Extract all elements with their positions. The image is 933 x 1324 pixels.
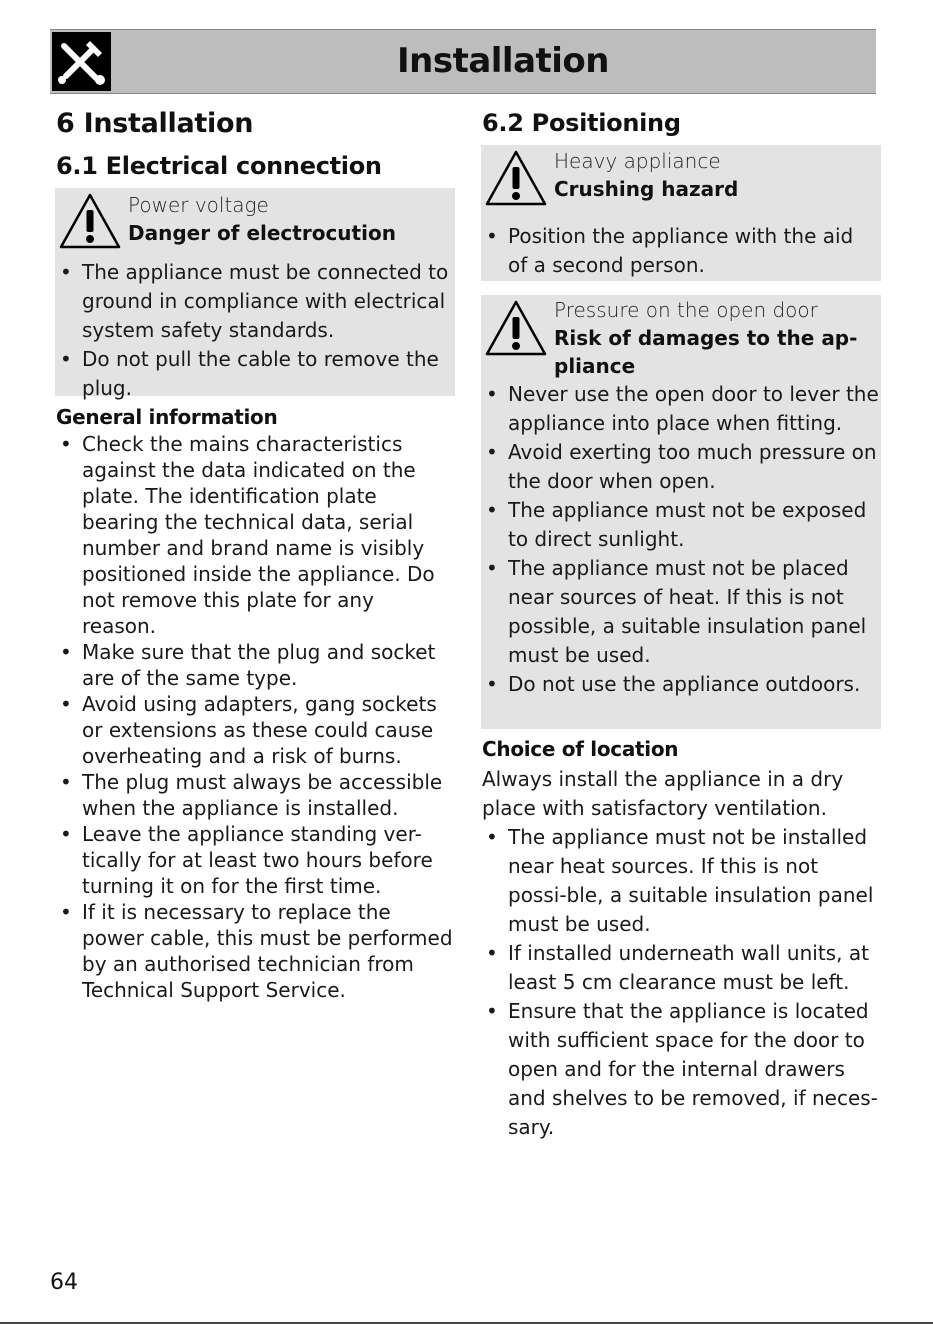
subsection-title-electrical: 6.1 Electrical connection bbox=[56, 152, 382, 180]
warning-triangle-icon bbox=[484, 149, 548, 207]
warning-title: Danger of electrocution bbox=[128, 221, 396, 245]
warning-list bbox=[482, 380, 880, 699]
warning-triangle-icon bbox=[484, 299, 548, 357]
list-item: • Avoid using adapters, gang sockets or extensions as these could cause overheating and a risk of burns. bbox=[56, 691, 454, 769]
choice-of-location-heading: Choice of location bbox=[482, 737, 679, 761]
list-item: • Ensure that the appliance is located with sufficient space for the door to open and for the internal drawers and shelves to be removed, if neces-sary. bbox=[482, 997, 880, 1142]
warning-title: Crushing hazard bbox=[554, 177, 739, 201]
warning-heading bbox=[128, 191, 396, 247]
warning-triangle-icon bbox=[58, 192, 122, 250]
general-info-heading: General information bbox=[56, 405, 278, 429]
warning-subtitle: Heavy appliance bbox=[554, 149, 721, 173]
section-title: 6 Installation bbox=[56, 108, 254, 139]
warning-list bbox=[482, 222, 872, 280]
list-item: • The appliance must not be exposed to direct sunlight. bbox=[482, 496, 880, 554]
warning-heading bbox=[554, 296, 864, 380]
warning-box-door bbox=[481, 295, 881, 729]
list-item: • Leave the appliance standing ver-tically for at least two hours before turning it on for the first time. bbox=[56, 821, 454, 899]
general-info-list bbox=[56, 431, 454, 1003]
tools-icon bbox=[52, 32, 111, 91]
list-item: • Position the appliance with the aid of a second person. bbox=[482, 222, 872, 280]
warning-subtitle: Pressure on the open door bbox=[554, 298, 818, 322]
location-intro: Always install the appliance in a dry place with satisfactory ventilation. bbox=[482, 767, 844, 820]
list-item: • The plug must always be accessible when the appliance is installed. bbox=[56, 769, 454, 821]
subsection-title-positioning: 6.2 Positioning bbox=[482, 109, 681, 137]
page-number: 64 bbox=[50, 1270, 78, 1295]
header-title: Installation bbox=[396, 41, 609, 81]
list-item: • If it is necessary to replace the power cable, this must be performed by an authorised technician from Technical Support Service. bbox=[56, 899, 454, 1003]
list-item: • Do not use the appliance outdoors. bbox=[482, 670, 880, 699]
list-item: • The appliance must not be placed near sources of heat. If this is not possible, a suitable insulation panel must be used. bbox=[482, 554, 880, 670]
warning-box-heavy bbox=[481, 145, 881, 281]
list-item: • The appliance must not be installed near heat sources. If this is not possi-ble, a suitable insulation panel must be used. bbox=[482, 823, 880, 939]
warning-subtitle: Power voltage bbox=[128, 193, 269, 217]
list-item: • If installed underneath wall units, at least 5 cm clearance must be left. bbox=[482, 939, 880, 997]
location-list bbox=[482, 823, 880, 1142]
list-item: • Never use the open door to lever the appliance into place when fitting. bbox=[482, 380, 880, 438]
list-item: • Avoid exerting too much pressure on the door when open. bbox=[482, 438, 880, 496]
header-bar bbox=[50, 29, 876, 94]
warning-list bbox=[56, 258, 454, 403]
list-item: • Check the mains characteristics against the data indicated on the plate. The identification plate bearing the technical data, serial number and brand name is visibly positioned inside the appliance. Do not remove this plate for any reason. bbox=[56, 431, 454, 639]
warning-box-electrical bbox=[55, 188, 455, 400]
list-item: • The appliance must be connected to ground in compliance with electrical system safety standards. bbox=[56, 258, 454, 345]
list-item: • Do not pull the cable to remove the plug. bbox=[56, 345, 454, 403]
warning-title: Risk of damages to the ap-pliance bbox=[554, 326, 858, 378]
list-item: • Make sure that the plug and socket are of the same type. bbox=[56, 639, 454, 691]
warning-heading bbox=[554, 147, 738, 203]
